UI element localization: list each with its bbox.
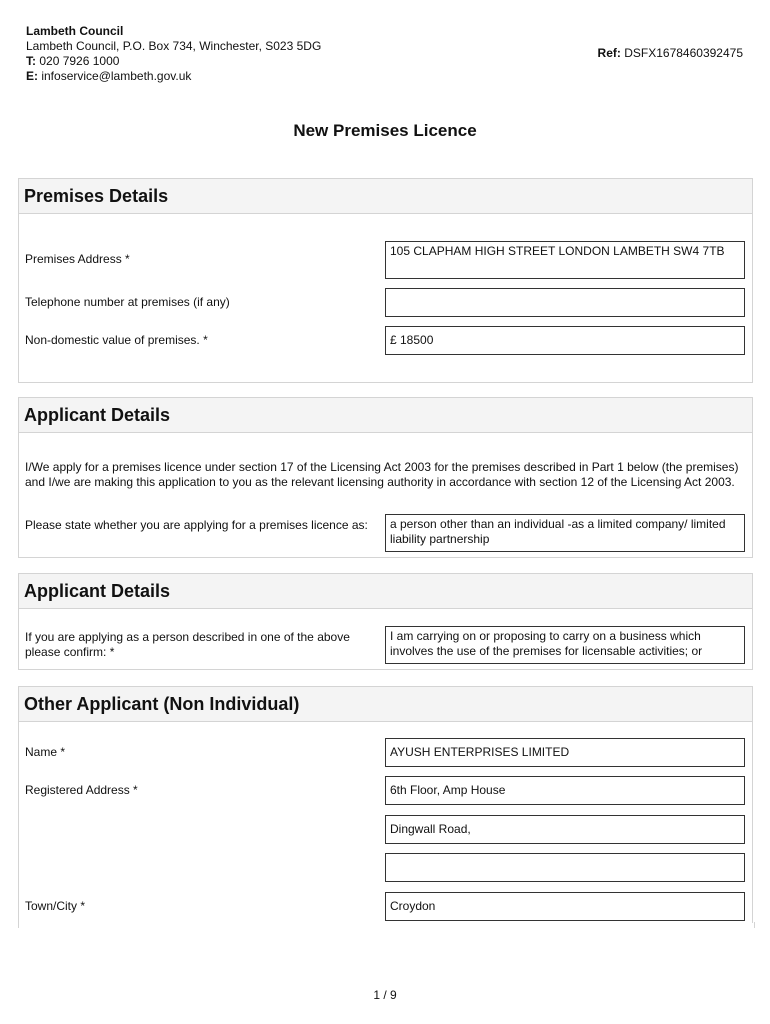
premises-heading-bar [19, 179, 752, 214]
address-line1-field[interactable]: 6th Floor, Amp House [385, 776, 745, 805]
section-continuation [18, 922, 755, 928]
applicant-heading: Applicant Details [24, 405, 171, 425]
confirm-label: If you are applying as a person described in one of the above please confirm: * [25, 630, 350, 659]
premises-heading: Premises Details [24, 186, 169, 206]
premises-section [18, 178, 753, 383]
ref-number: DSFX1678460392475 [624, 46, 743, 60]
premises-phone-label: Telephone number at premises (if any) [25, 295, 230, 309]
premises-address-field[interactable]: 105 CLAPHAM HIGH STREET LONDON LAMBETH SW4 7TB [385, 241, 745, 279]
council-phone: 020 7926 1000 [39, 54, 120, 68]
council-header [26, 24, 321, 84]
confirm-field[interactable]: I am carrying on or proposing to carry on a business which involves the use of the premises for licensable activities; or [385, 626, 745, 664]
licence-type-field[interactable]: a person other than an individual -as a limited company/ limited liability partnership [385, 514, 745, 552]
name-label: Name * [25, 745, 66, 759]
town-field[interactable]: Croydon [385, 892, 745, 921]
town-label: Town/City * [25, 899, 86, 913]
address-line3-field[interactable] [385, 853, 745, 882]
ref-label: Ref: [597, 46, 621, 60]
applicant-confirm-heading-bar [19, 574, 752, 609]
applicant-heading-bar [19, 398, 752, 433]
page-number: 1 / 9 [373, 988, 397, 1002]
applicant-confirm-section [18, 573, 753, 670]
council-name: Lambeth Council [26, 24, 124, 38]
reference [598, 46, 743, 60]
page-title: New Premises Licence [293, 121, 477, 140]
premises-value-field[interactable]: £ 18500 [385, 326, 745, 355]
licence-type-label: Please state whether you are applying for a premises licence as: [25, 518, 368, 532]
name-field[interactable]: AYUSH ENTERPRISES LIMITED [385, 738, 745, 767]
other-applicant-section [18, 686, 753, 923]
premises-address-label: Premises Address * [25, 252, 130, 266]
registered-address-label: Registered Address * [25, 783, 138, 797]
phone-label: T: [26, 54, 36, 68]
council-address: Lambeth Council, P.O. Box 734, Winchester, S023 5DG [26, 39, 322, 53]
email-label: E: [26, 69, 38, 83]
applicant-section [18, 397, 753, 558]
council-email: infoservice@lambeth.gov.uk [41, 69, 192, 83]
applicant-confirm-heading: Applicant Details [24, 581, 171, 601]
premises-phone-field[interactable] [385, 288, 745, 317]
applicant-intro: I/We apply for a premises licence under section 17 of the Licensing Act 2003 for the premises described in Part 1 below (the premises) and I/we are making this application to you as the relevant licensing authority in accordance with section 12 of the Licensing Act 2003. [25, 460, 739, 489]
other-applicant-heading-bar [19, 687, 752, 722]
address-line2-field[interactable]: Dingwall Road, [385, 815, 745, 844]
premises-value-label: Non-domestic value of premises. * [25, 333, 208, 347]
other-applicant-heading: Other Applicant (Non Individual) [24, 694, 300, 714]
